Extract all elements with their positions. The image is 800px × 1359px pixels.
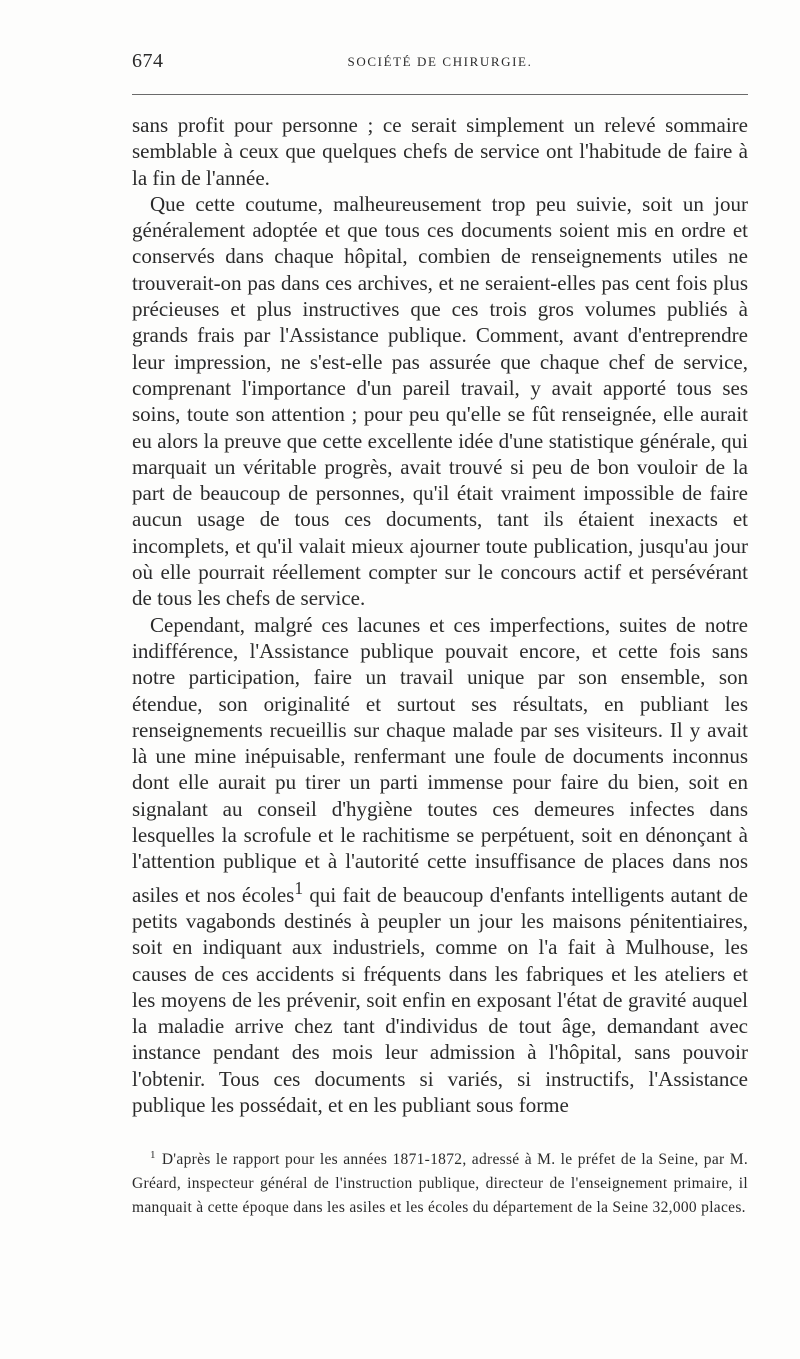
paragraph-part: qui fait de beaucoup d'enfants intelligents autant de petits vagabonds destinés à peupler un jour les maisons pénitentiaires, soit en indiquant aux industriels, comme on l'a fait à Mulhouse, les causes de ces accidents si fréquents dans les fabriques et les ateliers et les moyens de les prévenir, soit enfin en exposant l'état de gravité auquel la maladie arrive chez tant d'individus de tout âge, demandant avec instance pendant des mois leur admission à l'hôpital, sans pouvoir l'obtenir. Tous ces documents si variés, si instructifs, l'Assistance publique les possédait, et en les publiant sous forme [132, 882, 748, 1117]
running-head: SOCIÉTÉ DE CHIRURGIE. [347, 54, 533, 69]
footnotes [132, 1148, 748, 1220]
footnote-reference[interactable]: 1 [294, 877, 304, 898]
page-header [132, 50, 748, 80]
paragraph-part: Cependant, malgré ces lacunes et ces imperfections, suites de notre indifférence, l'Assistance publique pouvait encore, et cette fois sans notre participation, faire un travail unique par son ensemble, son étendue, son originalité et surtout ses résultats, en publiant les renseignements recueillis sur chaque malade par ses visiteurs. Il y avait là une mine inépuisable, renfermant une foule de documents inconnus dont elle aurait pu tirer un parti immense pour faire du bien, soit en signalant au conseil d'hygiène toutes ces demeures infectes dans lesquelles la scrofule et le rachitisme se perpétuent, soit en dénonçant à l'attention publique et à l'autorité cette insuffisance de places dans nos asiles et nos écoles [132, 612, 748, 907]
paragraph: Que cette coutume, malheureusement trop peu suivie, soit un jour généralement adoptée et que tous ces documents soient mis en ordre et conservés dans chaque hôpital, combien de renseignements utiles ne trouverait-on pas dans ces archives, et ne seraient-elles pas cent fois plus précieuses et plus instructives que ces trois gros volumes publiés à grands frais par l'Assistance publique. Comment, avant d'entreprendre leur impression, ne s'est-elle pas assurée que chaque chef de service, comprenant l'importance d'un pareil travail, y avait apporté tous ses soins, toute son attention ; pour peu qu'elle se fût renseignée, elle aurait eu alors la preuve que cette excellente idée d'une statistique générale, qui marquait un véritable progrès, avait trouvé si peu de bon vouloir de la part de beaucoup de personnes, qu'il était vraiment impossible de faire aucun usage de tous ces documents, tant ils étaient inexacts et incomplets, et qu'il valait mieux ajourner toute publication, jusqu'au jour où elle pourrait réellement compter sur le concours actif et persévérant de tous les chefs de service. [132, 191, 748, 611]
footnote-text: D'après le rapport pour les années 1871-1872, adressé à M. le préfet de la Seine, par M. Gréard, inspecteur général de l'instruction publique, directeur de l'enseignement primaire, il manquait à cette époque dans les asiles et les écoles du département de la Seine 32,000 places. [132, 1151, 748, 1216]
header-rule [132, 94, 748, 95]
footnote-mark: 1 [150, 1148, 156, 1161]
page-number: 674 [132, 50, 164, 72]
paragraph-with-footnote-ref [132, 612, 748, 1119]
body-text [132, 112, 748, 1118]
footnote [132, 1148, 748, 1220]
paragraph-continuation: sans profit pour personne ; ce serait simplement un relevé sommaire semblable à ceux que quelques chefs de service ont l'habitude de faire à la fin de l'année. [132, 113, 748, 190]
